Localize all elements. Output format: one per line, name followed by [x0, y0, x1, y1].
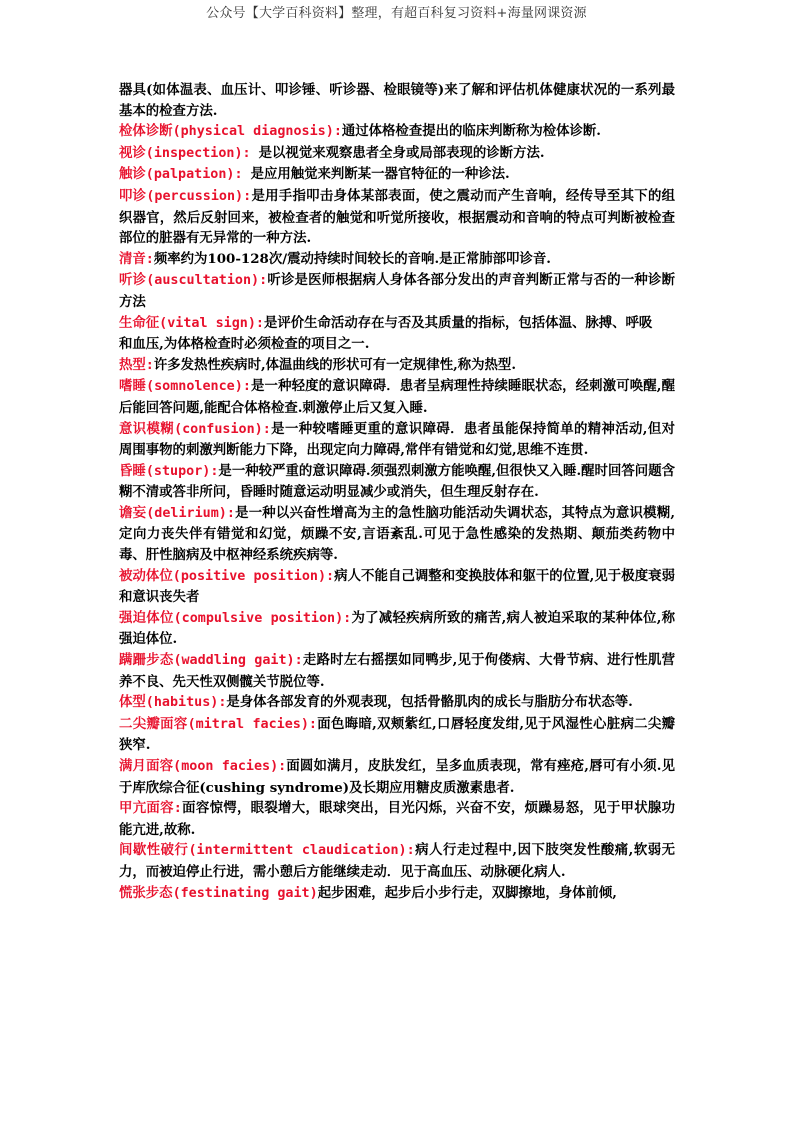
term-english: (compulsive position) — [173, 610, 344, 626]
term-separator: : — [210, 463, 219, 479]
definition-paragraph — [119, 80, 675, 121]
definition-text: 和血压,为体格检查时必须检查的项目之一. — [119, 336, 370, 353]
term-separator: : — [406, 843, 415, 859]
term-separator: : — [255, 315, 264, 331]
term-chinese: 检体诊断 — [119, 123, 173, 140]
definition-text: 病人行走过程中,因下肢突发性酸痛,软弱无力，而被迫停止行进，需小憩后方能继续走动．见于高血压、动脉硬化病人. — [119, 842, 676, 880]
term-english: (palpation) — [145, 167, 235, 183]
definition-paragraph — [119, 419, 675, 461]
definition-text: 面容惊愕，眼裂增大，眼球突出，目光闪烁，兴奋不安，烦躁易怒，见于甲状腺功能亢进,故称. — [119, 800, 676, 838]
definition-text: 器具(如体温表、血压计、叩诊锤、听诊器、检眼镜等)来了解和评估机体健康状况的一系列最基本的检查方法. — [119, 82, 675, 119]
term-chinese: 叩诊 — [119, 187, 147, 204]
term-chinese: 满月面容 — [119, 758, 174, 774]
definition-paragraph — [119, 376, 675, 418]
definition-paragraph — [119, 461, 675, 503]
term-english: (mitral facies) — [187, 716, 309, 732]
term-english: (intermittent claudication) — [188, 843, 407, 859]
definition-paragraph — [119, 608, 675, 650]
definition-text: 听诊是医师根据病人身体各部分发出的声音判断正常与否的一种诊断方法 — [119, 272, 676, 310]
term-label — [119, 188, 251, 204]
term-chinese: 触诊 — [119, 166, 146, 183]
term-chinese: 清音 — [119, 250, 146, 267]
term-english: (positive position) — [172, 568, 327, 584]
term-label — [119, 505, 235, 521]
term-label — [119, 378, 251, 394]
term-label — [119, 800, 182, 816]
term-label — [119, 272, 267, 288]
term-chinese: 体型 — [119, 694, 146, 711]
document-body — [119, 80, 675, 904]
definition-text: 是一种较嗜睡更重的意识障碍．患者虽能保持简单的精神活动,但对周围事物的刺激判断能力下降，出现定向力障碍,常伴有错觉和幻觉,思维不连贯. — [119, 420, 675, 459]
term-label — [119, 166, 251, 182]
definition-text: 是身体各部发育的外观表现，包括骨骼肌肉的成长与脂肪分布状态等. — [226, 694, 633, 711]
definition-paragraph — [119, 249, 675, 271]
term-separator: : — [278, 759, 287, 774]
term-separator: : — [145, 251, 154, 267]
term-chinese: 强迫体位 — [119, 609, 174, 626]
definition-paragraph — [119, 883, 675, 905]
page-header: 公众号【大学百科资料】整理，有超百科复习资料+海量网课资源 — [206, 6, 587, 21]
term-english: (festinating gait) — [172, 885, 318, 901]
term-label — [119, 357, 154, 373]
definition-text: 起步困难，起步后小步行走，双脚擦地，身体前倾, — [317, 884, 617, 901]
term-english: (habitus) — [145, 695, 219, 711]
term-chinese: 间歇性破行 — [119, 842, 189, 859]
term-label — [119, 568, 334, 584]
definition-paragraph — [119, 164, 675, 186]
term-separator: : — [218, 695, 227, 711]
definition-paragraph — [119, 503, 675, 566]
term-chinese: 慌张步态 — [119, 884, 173, 901]
definition-paragraph — [119, 840, 675, 882]
definition-paragraph — [119, 714, 675, 756]
term-separator: : — [326, 568, 335, 584]
term-label — [119, 652, 303, 668]
term-chinese: 甲亢面容 — [119, 800, 174, 817]
term-separator: : — [343, 610, 352, 626]
definition-text: 面圆如满月，皮肤发红，呈多血质表现，常有痤疮,唇可有小须.见于库欣综合征(cushing syndrome)及长期应用糖皮质激素患者. — [119, 758, 676, 796]
definition-paragraph — [119, 143, 675, 165]
term-english: (waddling gait) — [173, 653, 295, 669]
term-english: (vital sign) — [159, 315, 256, 331]
definition-text: 通过体格检查提出的临床判断称为检体诊断. — [341, 123, 601, 140]
definition-text: 许多发热性疾病时,体温曲线的形状可有一定规律性,称为热型. — [153, 356, 516, 373]
definition-paragraph — [119, 334, 675, 355]
term-separator: : — [173, 801, 182, 817]
term-chinese: 生命征 — [119, 314, 160, 331]
term-label — [119, 145, 259, 161]
term-label — [119, 421, 271, 437]
term-separator: : — [234, 167, 251, 183]
term-chinese: 谵妄 — [119, 504, 147, 521]
definition-text: 是一种较严重的意识障碍.须强烈刺激方能唤醒,但很快又入睡.醒时回答问题含糊不清或答非所问，昏睡时随意运动明显减少或消失，但生理反射存在. — [119, 462, 676, 501]
term-chinese: 意识模糊 — [119, 420, 175, 437]
term-label — [119, 123, 342, 139]
term-label — [119, 610, 351, 626]
term-chinese: 视诊 — [119, 144, 146, 161]
term-chinese: 二尖瓣面容 — [119, 715, 188, 732]
term-separator: : — [242, 145, 259, 161]
term-separator: : — [262, 421, 271, 437]
definition-paragraph — [119, 650, 675, 692]
definition-paragraph — [119, 355, 675, 377]
term-separator: : — [145, 357, 154, 373]
definition-text: 面色晦暗,双颊紫红,口唇轻度发绀,见于风湿性心脏病二尖瓣狭窄. — [119, 715, 676, 754]
term-english: (confusion) — [174, 421, 263, 437]
definition-text: 病人不能自己调整和变换肢体和躯干的位置,见于极度衰弱和意识丧失者 — [119, 567, 675, 606]
definition-text: 是以视觉来观察患者全身或局部表现的诊断方法. — [258, 144, 545, 161]
definition-text: 是一种以兴奋性增高为主的急性脑功能活动失调状态，其特点为意识模糊,定向力丧失伴有错觉和幻觉，烦躁不安,言语紊乱.可见于急性感染的发热期、颠茄类药物中毒、肝性脑病及中枢神经系统疾病等. — [119, 504, 675, 564]
term-label — [119, 315, 264, 331]
definition-text: 是应用触觉来判断某一器官特征的一种诊法. — [250, 166, 510, 183]
term-chinese: 蹒跚步态 — [119, 652, 174, 669]
term-english: (auscultation) — [146, 273, 260, 289]
definition-paragraph — [119, 186, 675, 249]
definition-text: 为了减轻疾病所致的痛苦,病人被迫采取的某种体位,称强迫体位. — [119, 609, 675, 648]
term-english: (stupor) — [145, 463, 211, 479]
term-separator: : — [333, 124, 342, 140]
definition-text: 走路时左右摇摆如同鸭步,见于佝偻病、大骨节病、进行性肌营养不良、先天性双侧髋关节脱位等. — [119, 652, 675, 690]
term-english: (percussion) — [146, 188, 244, 204]
term-separator: : — [259, 273, 268, 289]
term-label — [119, 463, 218, 479]
term-chinese: 嗜睡 — [119, 378, 147, 395]
term-label — [119, 758, 286, 774]
term-english: (delirium) — [146, 505, 227, 521]
term-separator: : — [226, 505, 235, 521]
term-label — [119, 842, 415, 858]
term-label — [119, 716, 317, 732]
term-separator: : — [308, 716, 317, 732]
term-label — [119, 885, 318, 901]
definition-text: 是一种轻度的意识障碍．患者呈病理性持续睡眠状态，经刺激可唤醒,醒后能回答问题,能配合体格检查.刺激停止后又复入睡. — [119, 378, 675, 416]
term-separator: : — [242, 379, 251, 395]
definition-paragraph — [119, 756, 675, 798]
term-english: (somnolence) — [146, 379, 243, 395]
term-separator: : — [243, 188, 252, 204]
term-separator: : — [294, 653, 303, 669]
definition-paragraph — [119, 121, 675, 143]
definition-text: 是评价生命活动存在与否及其质量的指标，包括体温、脉搏、呼吸 — [263, 314, 653, 331]
definition-text: 是用手指叩击身体某部表面，使之震动而产生音响，经传导至其下的组织器官，然后反射回来，被检查者的触觉和听觉所接收，根据震动和音响的特点可判断被检查部位的脏器有无异常的一种方法. — [119, 187, 676, 247]
term-chinese: 听诊 — [119, 272, 147, 289]
definition-paragraph — [119, 692, 675, 714]
definition-paragraph — [119, 798, 675, 840]
term-english: (moon facies) — [173, 759, 279, 774]
definition-text: 频率约为100-128次/震动持续时间较长的音响.是正常肺部叩诊音. — [153, 250, 551, 267]
term-chinese: 热型 — [119, 356, 146, 373]
term-label — [119, 694, 226, 710]
term-chinese: 被动体位 — [119, 567, 173, 584]
term-english: (physical diagnosis) — [172, 124, 334, 140]
term-chinese: 昏睡 — [119, 462, 146, 479]
term-label — [119, 251, 154, 267]
term-english: (inspection) — [145, 145, 243, 161]
definition-paragraph — [119, 566, 675, 608]
definition-paragraph — [119, 270, 675, 312]
definition-paragraph — [119, 313, 675, 335]
